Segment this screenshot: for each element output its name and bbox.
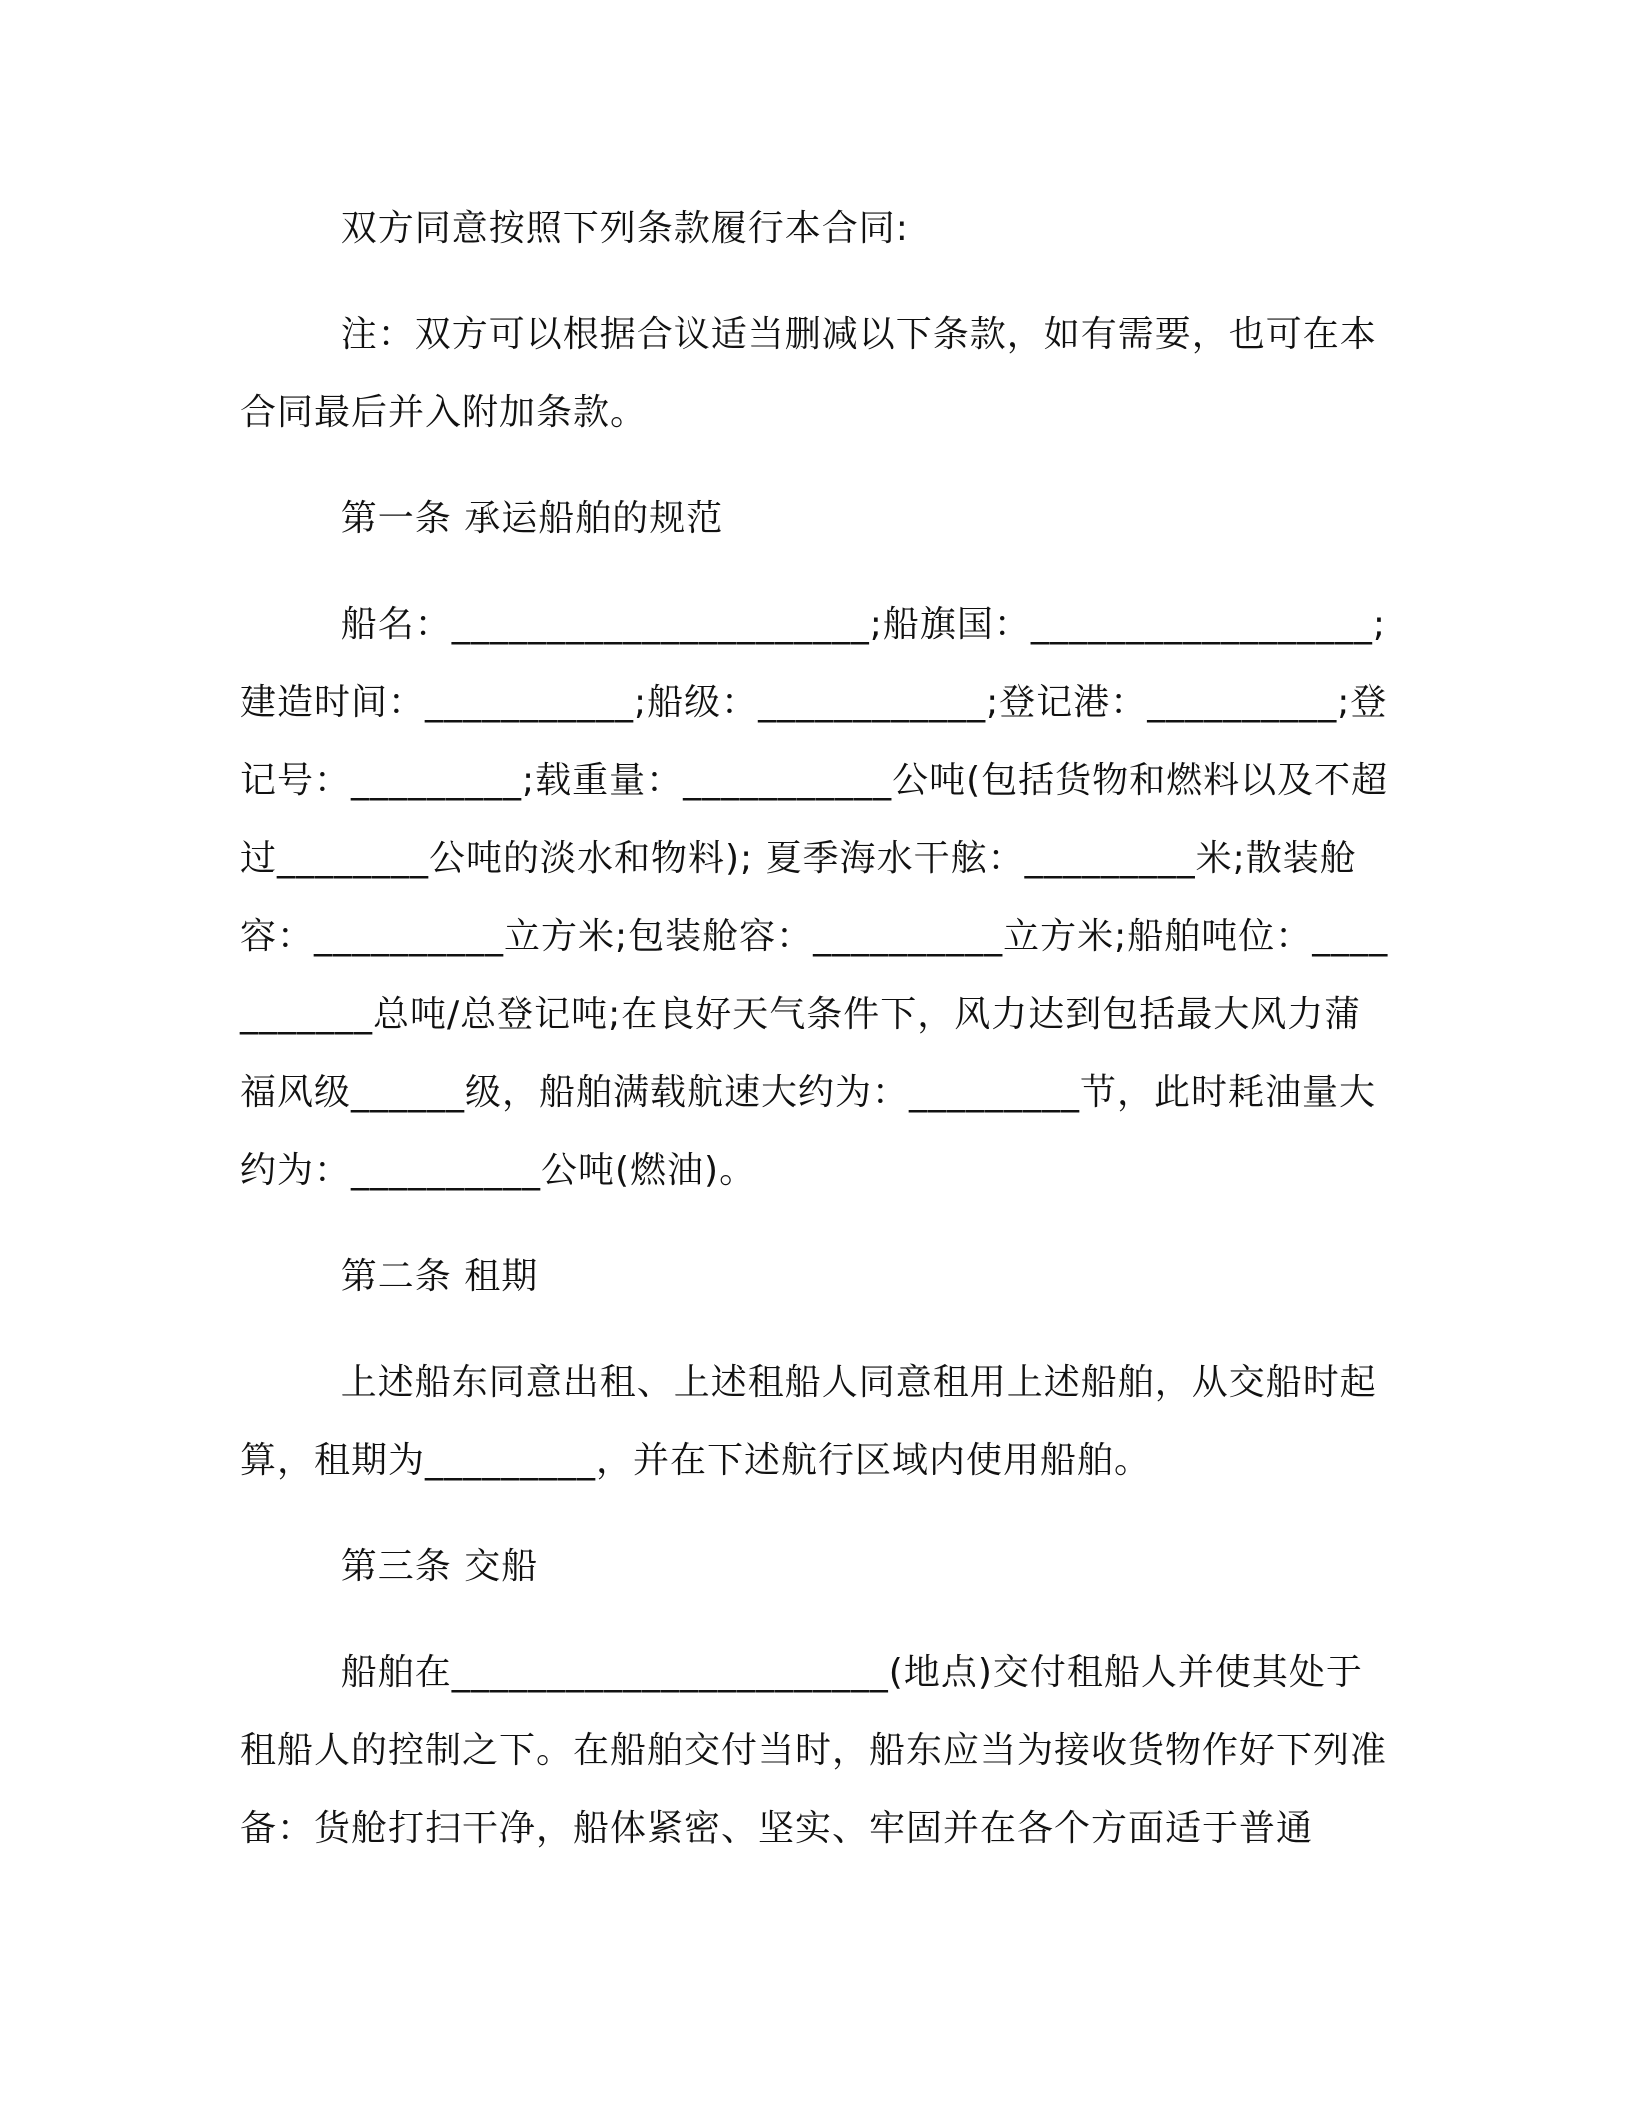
article-3-body: 船舶在_______________________(地点)交付租船人并使其处于租船人的控制之下。在船舶交付当时，船东应当为接收货物作好下列准备：货舱打扫干净，船体紧密、坚实、牢固并在各个方面适于普通 — [240, 1652, 1388, 1849]
note-paragraph: 注：双方可以根据合议适当删减以下条款，如有需要，也可在本合同最后并入附加条款。 — [240, 314, 1377, 433]
document-body — [240, 190, 1395, 1896]
intro-paragraph: 双方同意按照下列条款履行本合同: — [340, 208, 909, 249]
article-2-body: 上述船东同意出租、上述租船人同意租用上述船舶，从交船时起算，租期为_________，并在下述航行区域内使用船舶。 — [240, 1362, 1377, 1481]
article-2-heading: 第二条 租期 — [340, 1256, 539, 1297]
article-1-body: 船名：______________________;船旗国：__________________;建造时间：___________;船级：____________;登记港：__________;登记号：_________;载重量：___________公吨(包括货物和燃料以及不超过________公吨的淡水和物料); 夏季海水干舷：_________米;散装舱容：__________立方米;包装舱容：__________立方米;船舶吨位：___________总吨/总登记吨;在良好天气条件下，风力达到包括最大风力蒲福风级______级，船舶满载航速大约为：_________节，此时耗油量大约为：__________公吨(燃油)。 — [240, 604, 1389, 1191]
article-1-heading: 第一条 承运船舶的规范 — [340, 498, 724, 539]
article-3-heading: 第三条 交船 — [340, 1546, 539, 1587]
